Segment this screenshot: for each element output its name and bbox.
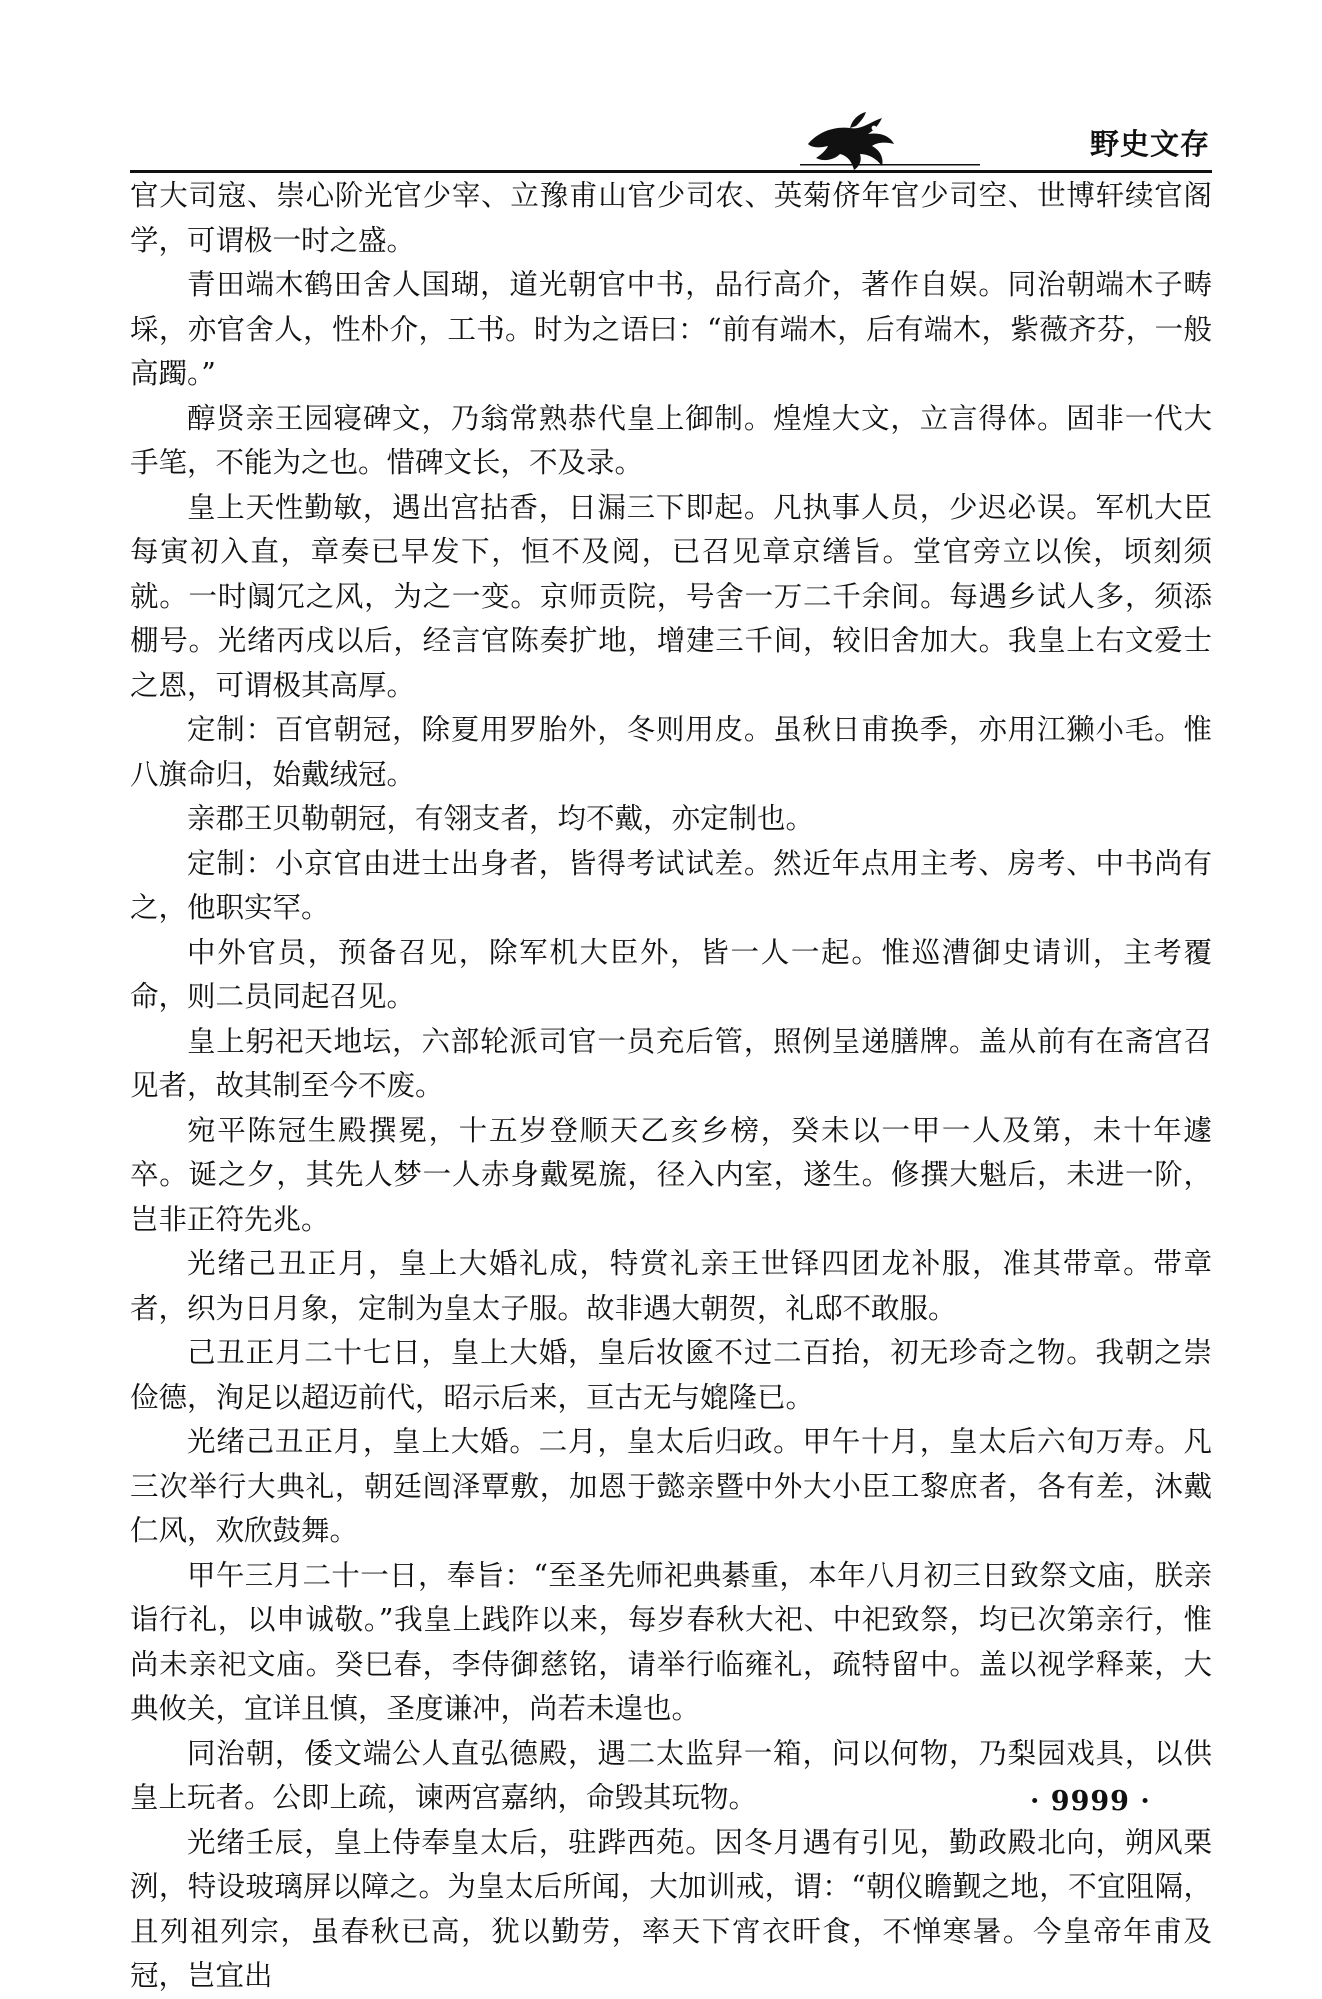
paragraph-6: 亲郡王贝勒朝冠，有翎支者，均不戴，亦定制也。 (187, 802, 815, 835)
paragraph-4: 皇上天性勤敏，遇出宫拈香，日漏三下即起。凡执事人员，少迟必误。军机大臣每寅初入直，章奏已早发下，恒不及阅，已召见章京缮旨。堂官旁立以俟，顷刻须就。一时阘冗之风，为之一变。京师贡院，号舍一万二千余间。每遇乡试人多，须添棚号。光绪丙戌以后，经言官陈奏扩地，增建三千间，较旧舍加大。我皇上右文爱士之恩，可谓极其高厚。 (130, 490, 1212, 702)
paragraph-7: 定制：小京官由进士出身者，皆得考试试差。然近年点用主考、房考、中书尚有之，他职实罕。 (130, 846, 1212, 924)
paragraph-8: 中外官员，预备召见，除军机大臣外，皆一人一起。惟巡漕御史请训，主考覆命，则二员同起召见。 (130, 935, 1212, 1013)
paragraph-2: 青田端木鹤田舍人国瑚，道光朝官中书，品行高介，著作自娱。同治朝端木子畴埰，亦官舍人，性朴介，工书。时为之语曰：“前有端木，后有端木，紫薇齐芬，一般高躅。” (130, 268, 1212, 390)
paragraph-5: 定制：百官朝冠，除夏用罗胎外，冬则用皮。虽秋日甫换季，亦用江獭小毛。惟八旗命归，始戴绒冠。 (130, 713, 1212, 791)
paragraph-16: 光绪壬辰，皇上侍奉皇太后，驻跸西苑。因冬月遇有引见，勤政殿北向，朔风栗洌，特设玻璃屏以障之。为皇太后所闻，大加训戒，谓：“朝仪瞻觐之地，不宜阻隔，且列祖列宗，虽春秋已高，犹以勤劳，率天下宵衣旰食，不惮寒暑。今皇帝年甫及冠，岂宜出 (130, 1825, 1212, 1992)
paragraph-14: 甲午三月二十一日，奉旨：“至圣先师祀典綦重，本年八月初三日致祭文庙，朕亲诣行礼，以申诚敬。”我皇上践阼以来，每岁春秋大祀、中祀致祭，均已次第亲行，惟尚未亲祀文庙。癸巳春，李侍御慈铭，请举行临雍礼，疏特留中。盖以视学释莱，大典攸关，宜详且慎，圣度谦冲，尚若未遑也。 (130, 1558, 1212, 1725)
paragraph-12: 己丑正月二十七日，皇上大婚，皇后妆匳不过二百抬，初无珍奇之物。我朝之崇俭德，洵足以超迈前代，昭示后来，亘古无与媲隆已。 (130, 1336, 1212, 1414)
paragraph-3: 醇贤亲王园寝碑文，乃翁常熟恭代皇上御制。煌煌大文，立言得体。固非一代大手笔，不能为之也。惜碑文长，不及录。 (130, 401, 1212, 479)
paragraph-15: 同治朝，倭文端公人直弘德殿，遇二太监舁一箱，问以何物，乃梨园戏具，以供皇上玩者。公即上疏，谏两宫嘉纳，命毁其玩物。 (130, 1736, 1212, 1814)
paragraph-1: 官大司寇、崇心阶光官少宰、立豫甫山官少司农、英菊侪年官少司空、世博轩续官阁学，可谓极一时之盛。 (130, 179, 1212, 257)
paragraph-10: 宛平陈冠生殿撰冕，十五岁登顺天乙亥乡榜，癸未以一甲一人及第，未十年遽卒。诞之夕，其先人梦一人赤身戴冕旒，径入内室，遂生。修撰大魁后，未进一阶，岂非正符先兆。 (130, 1113, 1212, 1236)
paragraph-11: 光绪己丑正月，皇上大婚礼成，特赏礼亲王世铎四团龙补服，准其带章。带章者，织为日月象，定制为皇太子服。故非遇大朝贺，礼邸不敢服。 (130, 1247, 1212, 1325)
book-title: 野史文存 (1089, 127, 1210, 161)
page-number: · 9999 · (1030, 1786, 1151, 1817)
paragraph-13: 光绪己丑正月，皇上大婚。二月，皇太后归政。甲午十月，皇太后六旬万寿。凡三次举行大典礼，朝廷闿泽覃敷，加恩于懿亲暨中外大小臣工黎庶者，各有差，沐戴仁风，欢欣鼓舞。 (130, 1425, 1212, 1547)
dragon-emblem-icon (790, 108, 990, 172)
page-header (130, 108, 1210, 172)
header-divider (130, 170, 1212, 173)
paragraph-9: 皇上躬祀天地坛，六部轮派司官一员充后管，照例呈递膳牌。盖从前有在斋宫召见者，故其制至今不废。 (130, 1024, 1212, 1102)
